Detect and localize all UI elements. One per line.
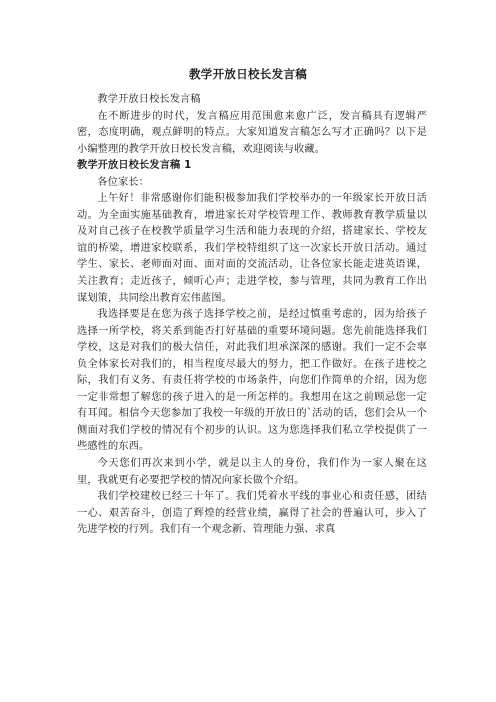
section-heading: 教学开放日校长发言稿 1	[77, 160, 192, 172]
paragraph-subtitle: 教学开放日校长发言稿	[97, 94, 201, 105]
paragraph-intro: 在不断进步的时代，发言稿应用范围愈来愈广泛，发言稿具有逻辑严密，态度明确，观点鲜明的特点。大家知道发言稿怎么写才正确吗？以下是小编整理的教学开放日校长发言稿，欢迎阅读与收藏。	[77, 110, 427, 155]
paragraph-greeting: 各位家长：	[97, 176, 150, 188]
paragraph-body: 今天您们再次来到小学，就是以主人的身份，我们作为一家人聚在这里，我就更有必要把学校的情况向家长做个介绍。	[77, 458, 427, 486]
document-body	[77, 92, 427, 539]
paragraph-body: 上午好！非常感谢你们能积极参加我们学校举办的一年级家长开放日活动。为全面实施基础教育，增进家长对学校管理工作、教师教育教学质量以及对自己孩子在校教学质量学习生活和能力表现的介绍，搭建家长、学校友谊的桥梁，增进家校联系，我们学校特组织了这一次家长开放日活动。通过学生、家长、老师面对面、面对面的交流活动，让各位家长能走进英语课，关注教育；走近孩子，倾听心声；走进学校，参与管理，共同为教育工作出谋划策，共同绘出教育宏伟蓝图。	[77, 193, 427, 304]
document-title: 教学开放日校长发言稿	[189, 67, 307, 81]
paragraph-body: 我们学校建校已经三十年了。我们凭着水平线的事业心和责任感，团结一心、艰苦奋斗，创造了辉煌的经营业绩，赢得了社会的普遍认可，步入了先进学校的行列。我们有一个观念新、管理能力强、求真	[77, 491, 427, 536]
paragraph-body: 我选择要是在您为孩子选择学校之前，是经过慎重考虑的，因为给孩子选择一所学校，将关系到能否打好基础的重要环境问题。您先前能选择我们学校，这是对我们的极大信任，对此我们坦承深深的感谢。我们一定不会辜负全体家长对我们的，相当程度尽最大的努力，把工作做好。在孩子进校之际，我们有义务、有责任将学校的市场条件，向您们作简单的介绍，因为您一定非常想了解您的孩子进入的是一所怎样的。我想用在这之前顾忌您一定有耳闻。相信今天您参加了我校一年级的开放日的`活动的话，您们会从一个侧面对我们学校的情况有个初步的认识。这为您选择我们私立学校提供了一些感性的东西。	[77, 309, 427, 453]
